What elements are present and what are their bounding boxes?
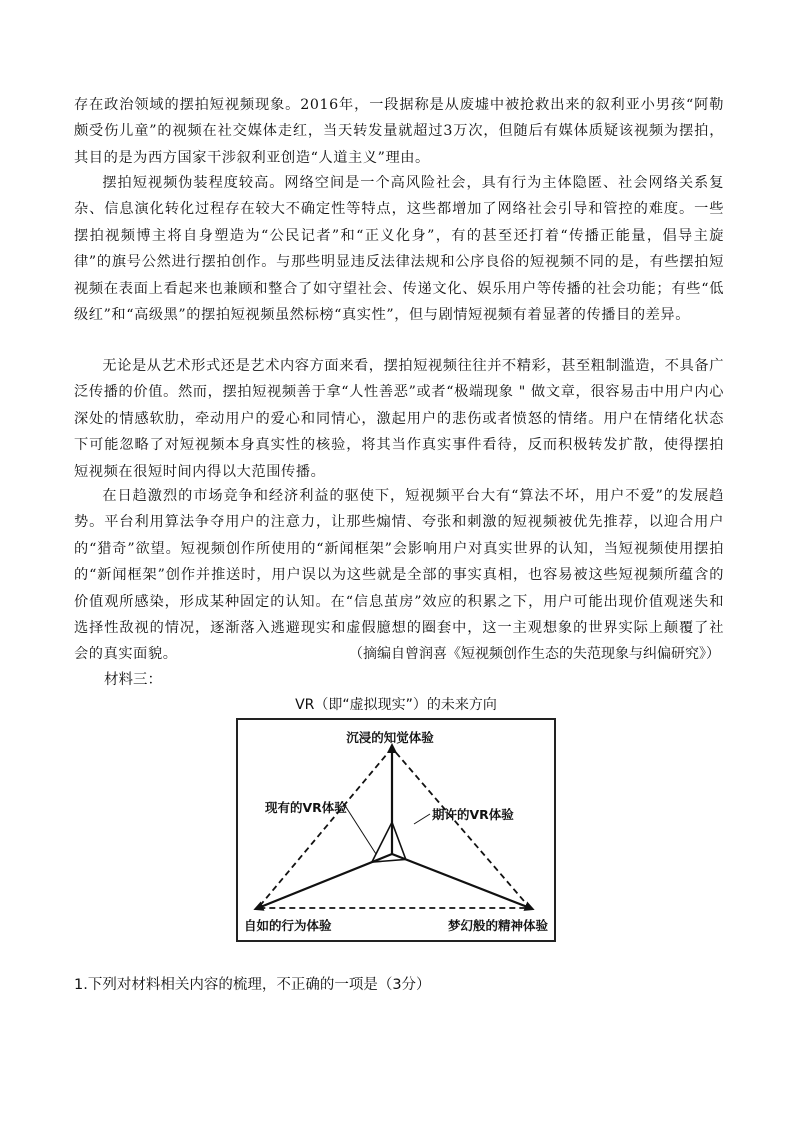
paragraph-2: 摆拍短视频伪装程度较高。网络空间是一个高风险社会，具有行为主体隐匿、社会网络关系复杂、信息演化转化过程存在较大不确定性等特点，这些都增加了网络社会引导和管控的难度。一些摆拍视频博主将自身塑造为“公民记者”和“正义化身”，有的甚至还打着“传播正能量，倡导主旋律”的旗号公然进行摆拍创作。与那些明显违反法律法规和公序良俗的短视频不同的是，有些摆拍短视频在表面上看起来也兼顾和整合了如守望社会、传递文化、娱乐用户等传播的社会功能；有些“低级红”和“高级黑”的摆拍短视频虽然标榜“真实性”，但与剧情短视频有着显著的传播目的差异。: [74, 175, 724, 324]
leader-line-current: [344, 804, 376, 854]
paragraph-4: 在日趋激烈的市场竞争和经济利益的驱使下，短视频平台大有“算法不坏，用户不爱”的发展趋势。平台利用算法争夺用户的注意力，让那些煽情、夸张和刺激的短视频被优先推荐，以迎合用户的“猎奇”欲望。短视频创作所使用的“新闻框架”会影响用户对真实世界的认知，当短视频使用摆拍的“新闻框架”创作并推送时，用户误以为这些就是全部的事实真相，也容易被这些短视频所蕴含的价值观所感染，形成某种固定的认知。在“信息茧房”效应的积累之下，用户可能出现价值观迷失和选择性敌视的情况，逐渐落入逃避现实和虚假臆想的圈套中，这一主观想象的世界实际上颠覆了社会的真实面貌。: [74, 488, 724, 663]
legend-expected-vr: 期许的VR体验: [432, 807, 514, 822]
radar-chart: [236, 718, 556, 942]
material-label: 材料三：: [104, 672, 162, 688]
radar-chart-svg: [238, 720, 554, 940]
legend-current-vr: 现有的VR体验: [265, 800, 347, 815]
question-1: 1.下列对材料相关内容的梳理，不正确的一项是（3分）: [74, 977, 431, 993]
leader-line-expected: [414, 814, 430, 824]
axis-label-behavior: 自如的行为体验: [244, 918, 332, 933]
chart-title: VR（即“虚拟现实”）的未来方向: [295, 697, 497, 713]
source-citation: （摘编自曾润喜《短视频创作生态的失范现象与纠偏研究》）: [349, 646, 720, 662]
axis-label-immersive: 沉浸的知觉体验: [346, 730, 434, 745]
axis-label-spiritual: 梦幻般的精神体验: [447, 918, 548, 933]
paragraph-3: 无论是从艺术形式还是艺术内容方面来看，摆拍短视频往往并不精彩，甚至粗制滥造，不具备广泛传播的价值。然而，摆拍短视频善于拿“人性善恶”或者“极端现象 " 做文章，很容易击中用户内心深处的情感软肋，牵动用户的爱心和同情心，激起用户的悲伤或者愤怒的情绪。用户在情绪化状态下可能忽略了对短视频本身真实性的核验，将其当作真实事件看待，反而积极转发扩散，使得摆拍短视频在很短时间内得以大范围传播。: [74, 358, 724, 480]
paragraph-1: 存在政治领域的摆拍短视频现象。2016年，一段据称是从废墟中被抢救出来的叙利亚小男孩“阿勒颇受伤儿童”的视频在社交媒体走红，当天转发量就超过3万次，但随后有媒体质疑该视频为摆拍，其目的是为西方国家干涉叙利亚创造“人道主义”理由。: [74, 97, 724, 166]
axis-spiritual-line: [392, 854, 530, 908]
